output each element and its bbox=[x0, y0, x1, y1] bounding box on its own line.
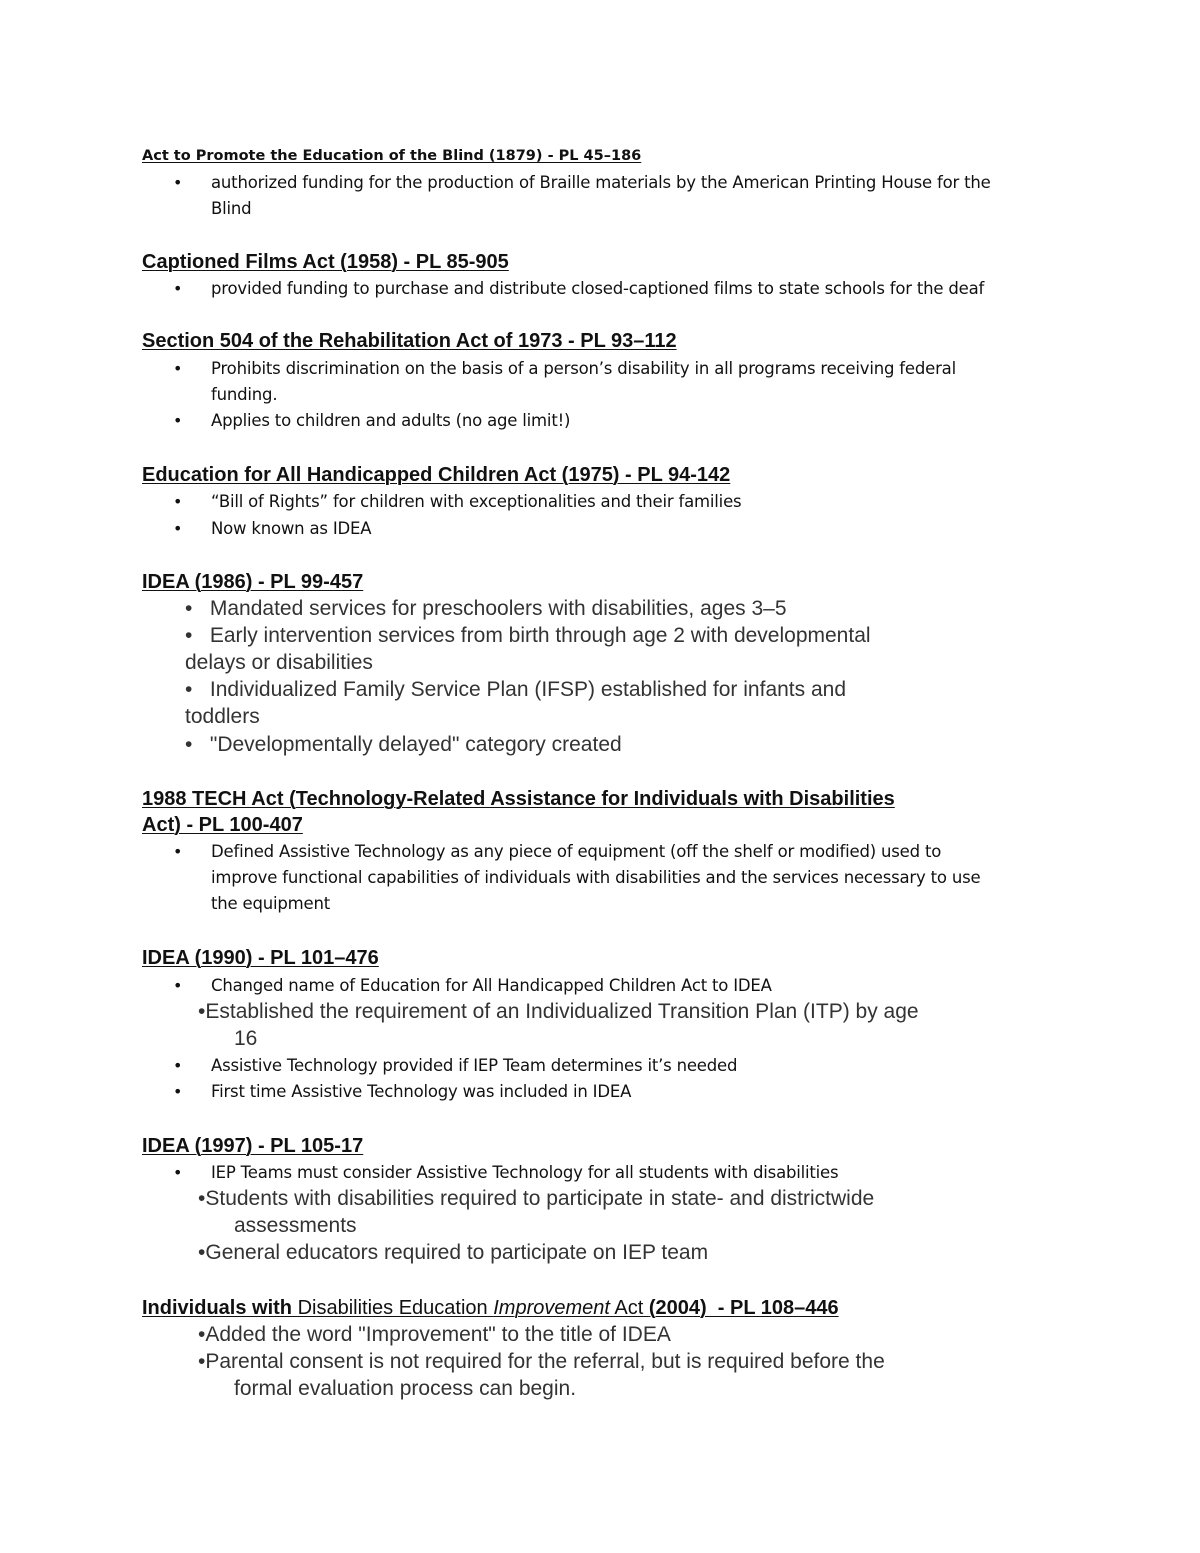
bullet-icon: • bbox=[198, 1350, 206, 1373]
list-item: •Established the requirement of an Individualized Transition Plan (ITP) by age 16 bbox=[198, 1000, 919, 1050]
section-heading-idea-2004: Individuals with Disabilities Education Improvement Act (2004) - PL 108–446 bbox=[142, 1297, 839, 1319]
section-heading-idea-1997: IDEA (1997) - PL 105-17 bbox=[142, 1135, 364, 1157]
list-item: • First time Assistive Technology was included in IDEA bbox=[211, 1079, 631, 1105]
list-item: • "Developmentally delayed" category created bbox=[185, 733, 622, 756]
list-item: • IEP Teams must consider Assistive Technology for all students with disabilities bbox=[211, 1160, 838, 1186]
list-item: • provided funding to purchase and distribute closed-captioned films to state schools for the deaf bbox=[211, 276, 984, 302]
bullet-icon: • bbox=[185, 733, 193, 756]
list-item: •Added the word "Improvement" to the title of IDEA bbox=[198, 1323, 671, 1346]
bullet-icon: • bbox=[173, 842, 183, 861]
section-heading-tech-act: 1988 TECH Act (Technology-Related Assistance for Individuals with Disabilities Act) - PL 100-407 bbox=[142, 788, 895, 836]
list-item: •General educators required to participate on IEP team bbox=[198, 1241, 709, 1264]
bullet-icon: • bbox=[185, 624, 193, 647]
bullet-icon: • bbox=[185, 678, 193, 701]
list-item: • Applies to children and adults (no age limit!) bbox=[211, 408, 570, 434]
bullet-icon: • bbox=[173, 359, 183, 378]
bullet-icon: • bbox=[173, 279, 183, 298]
list-item: • authorized funding for the production of Braille materials by the American Printing House for the Blind bbox=[211, 170, 991, 222]
bullet-icon: • bbox=[173, 519, 183, 538]
bullet-icon: • bbox=[173, 173, 183, 192]
list-item: • “Bill of Rights” for children with exceptionalities and their families bbox=[211, 489, 741, 515]
bullet-icon: • bbox=[173, 1056, 183, 1075]
list-item: •Students with disabilities required to participate in state- and districtwide assessments bbox=[198, 1187, 875, 1237]
section-heading-blind-act: Act to Promote the Education of the Blind (1879) - PL 45–186 bbox=[142, 148, 642, 164]
section-heading-idea-1986: IDEA (1986) - PL 99-457 bbox=[142, 571, 364, 593]
list-item: • Prohibits discrimination on the basis of a person’s disability in all programs receiving federal funding. bbox=[211, 356, 956, 408]
bullet-icon: • bbox=[173, 1163, 183, 1182]
section-heading-captioned-films: Captioned Films Act (1958) - PL 85-905 bbox=[142, 251, 509, 273]
list-item: • Changed name of Education for All Handicapped Children Act to IDEA bbox=[211, 973, 772, 999]
list-item: •Parental consent is not required for the referral, but is required before the formal evaluation process can begin. bbox=[198, 1350, 885, 1400]
bullet-icon: • bbox=[198, 1000, 206, 1023]
section-heading-idea-1990: IDEA (1990) - PL 101–476 bbox=[142, 947, 379, 969]
list-item: • Assistive Technology provided if IEP Team determines it’s needed bbox=[211, 1053, 737, 1079]
bullet-icon: • bbox=[173, 411, 183, 430]
bullet-icon: • bbox=[198, 1241, 206, 1264]
list-item: • Individualized Family Service Plan (IFSP) established for infants and toddlers bbox=[185, 678, 847, 728]
list-item: • Now known as IDEA bbox=[211, 516, 371, 542]
bullet-icon: • bbox=[185, 597, 193, 620]
bullet-icon: • bbox=[198, 1187, 206, 1210]
section-heading-section-504: Section 504 of the Rehabilitation Act of 1973 - PL 93–112 bbox=[142, 330, 677, 352]
bullet-icon: • bbox=[173, 492, 183, 511]
list-item: • Defined Assistive Technology as any piece of equipment (off the shelf or modified) used to improve functional capabilities of individuals with disabilities and the services necessary to use the equipment bbox=[211, 839, 980, 917]
section-heading-eahca: Education for All Handicapped Children Act (1975) - PL 94-142 bbox=[142, 464, 731, 486]
bullet-icon: • bbox=[173, 1082, 183, 1101]
bullet-icon: • bbox=[198, 1323, 206, 1346]
list-item: • Early intervention services from birth through age 2 with developmental delays or disabilities bbox=[185, 624, 871, 674]
bullet-icon: • bbox=[173, 976, 183, 995]
list-item: • Mandated services for preschoolers with disabilities, ages 3–5 bbox=[185, 597, 787, 620]
